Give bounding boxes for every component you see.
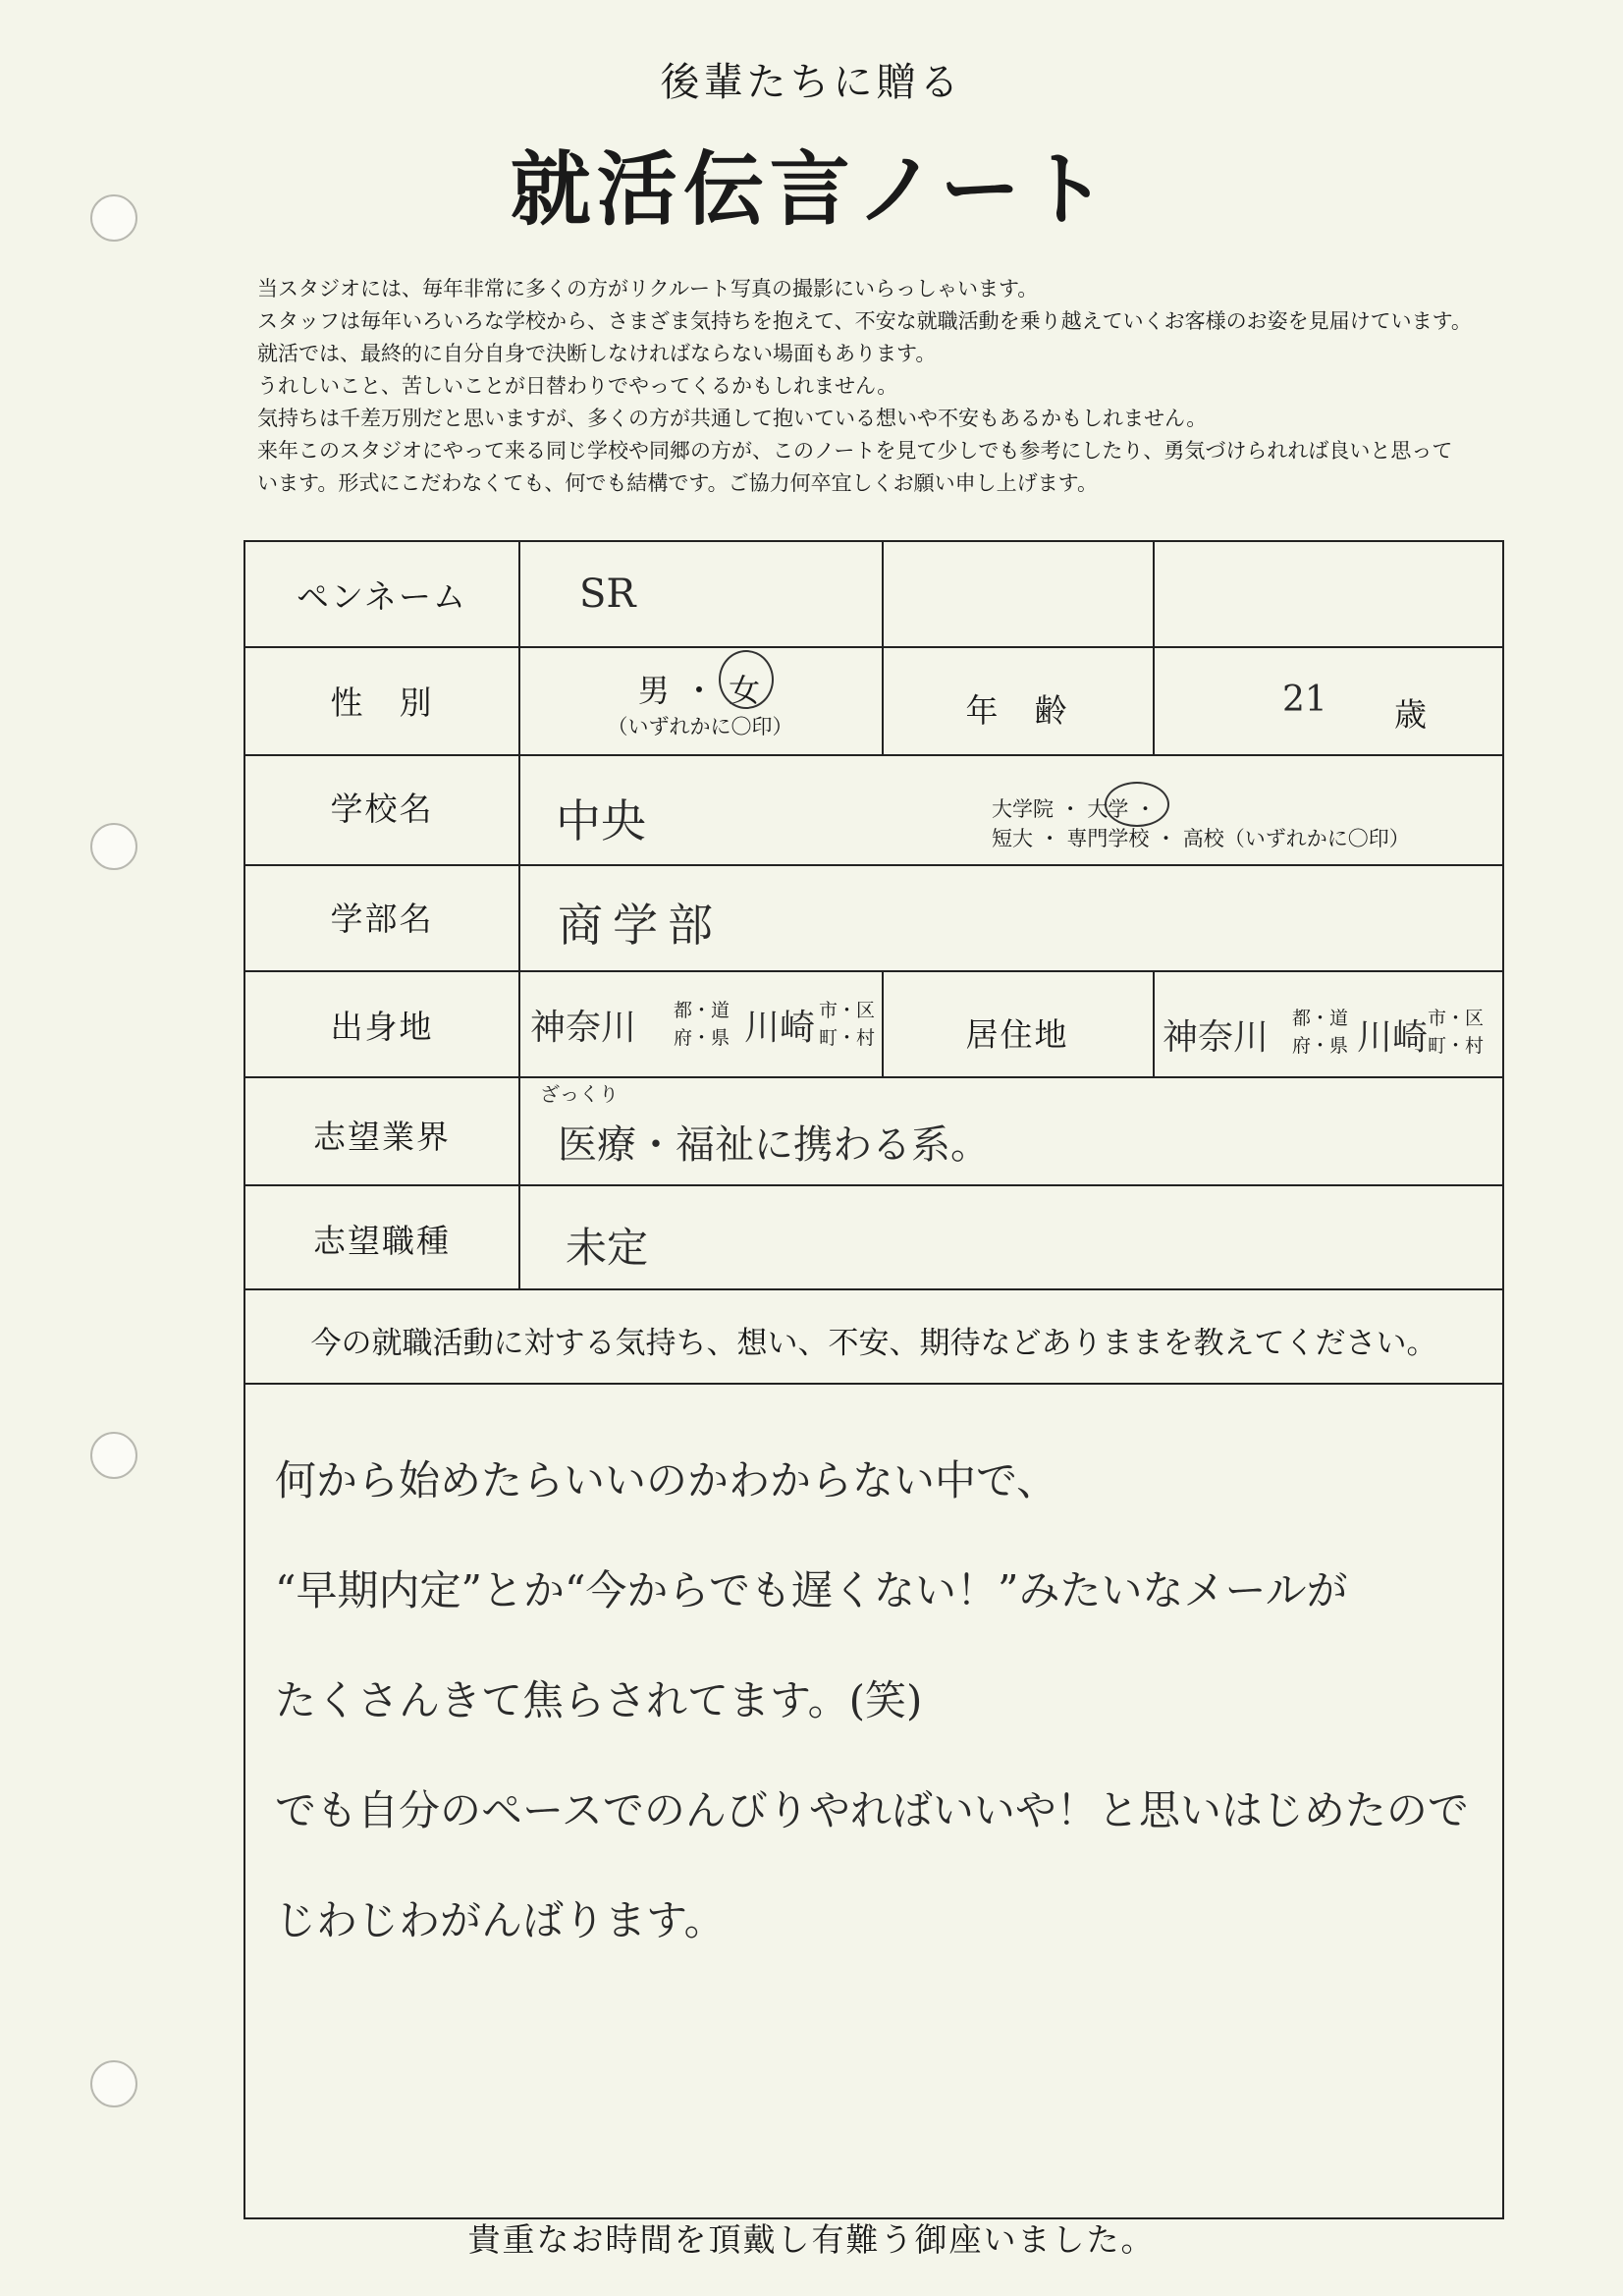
- pref-suffix: 都・道: [1292, 1008, 1349, 1029]
- intro-line: スタッフは毎年いろいろな学校から、さまざま気持ちを抱えて、不安な就職活動を乗り越えていくお客様のお姿を見届けています。: [257, 309, 1472, 333]
- answer-text[interactable]: [275, 1426, 1483, 1976]
- penname-label: ペンネーム: [296, 577, 467, 616]
- residence-pref[interactable]: 神奈川: [1163, 1017, 1270, 1058]
- survey-form: [243, 540, 1504, 2219]
- answer-line: たくさんきて焦らされてます。(笑): [275, 1676, 923, 1724]
- job-value[interactable]: 未定: [566, 1224, 649, 1272]
- footer-thanks: 貴重なお時間を頂戴し有難う御座いました。: [467, 2220, 1156, 2259]
- job-label: 志望職種: [313, 1222, 451, 1260]
- intro-line: うれしいこと、苦しいことが日替わりでやってくるかもしれません。: [257, 374, 898, 398]
- faculty-value[interactable]: 商学部: [558, 899, 723, 952]
- hometown-pref[interactable]: 神奈川: [530, 1008, 637, 1048]
- residence-city[interactable]: 川崎: [1357, 1017, 1429, 1058]
- industry-note: ざっくり: [540, 1082, 619, 1106]
- intro-line: 来年このスタジオにやって来る同じ学校や同郷の方が、このノートを見て少しでも参考にしたり、勇気づけられれば良いと思って: [257, 439, 1453, 463]
- industry-label: 志望業界: [313, 1118, 451, 1156]
- city-suffix: 町・村: [819, 1027, 876, 1049]
- answer-line: じわじわがんばります。: [275, 1896, 726, 1944]
- selection-circle: [1105, 782, 1169, 827]
- school-label: 学校名: [330, 790, 434, 828]
- intro-line: います。形式にこだわなくても、何でも結構です。ご協力何卒宜しくお願い申し上げます。: [257, 471, 1098, 495]
- city-suffix: 市・区: [1428, 1008, 1485, 1029]
- answer-line: でも自分のペースでのんびりやればいいや！と思いはじめたので: [275, 1786, 1469, 1834]
- binder-hole: [90, 1432, 137, 1479]
- gender-options[interactable]: 男 ・ 女: [637, 672, 763, 709]
- page-title: 就活伝言ノート: [510, 143, 1113, 237]
- selection-circle: [719, 650, 774, 709]
- city-suffix: 町・村: [1428, 1035, 1485, 1057]
- school-value[interactable]: 中央: [556, 794, 646, 847]
- faculty-label: 学部名: [330, 900, 434, 938]
- school-type-options[interactable]: 短大 ・ 専門学校 ・ 高校（いずれかに〇印）: [992, 827, 1410, 850]
- intro-line: 当スタジオには、毎年非常に多くの方がリクルート写真の撮影にいらっしゃいます。: [257, 277, 1039, 301]
- hometown-city[interactable]: 川崎: [744, 1008, 816, 1048]
- age-label: 年 齢: [965, 691, 1069, 730]
- gender-label: 性 別: [330, 683, 434, 722]
- industry-value[interactable]: 医療・福祉に携わる系。: [558, 1122, 990, 1168]
- binder-hole: [90, 2060, 137, 2107]
- intro-text: [257, 273, 1593, 500]
- page-subtitle: 後輩たちに贈る: [660, 60, 963, 105]
- city-suffix: 市・区: [819, 1000, 876, 1021]
- pref-suffix: 府・県: [1292, 1035, 1349, 1057]
- age-value[interactable]: 21: [1282, 680, 1327, 720]
- answer-line: “早期内定”とか“今からでも遅くない！”みたいなメールが: [275, 1566, 1348, 1614]
- intro-line: 気持ちは千差万別だと思いますが、多くの方が共通して抱いている想いや不安もあるかもしれません。: [257, 407, 1208, 430]
- binder-hole: [90, 823, 137, 870]
- residence-label: 居住地: [965, 1015, 1069, 1054]
- pref-suffix: 府・県: [674, 1027, 730, 1049]
- penname-value[interactable]: SR: [579, 572, 636, 617]
- hometown-label: 出身地: [330, 1008, 434, 1046]
- answer-line: 何から始めたらいいのかわからない中で、: [275, 1456, 1058, 1504]
- age-unit: 歳: [1394, 695, 1429, 734]
- question-prompt: 今の就職活動に対する気持ち、想い、不安、期待などありままを教えてください。: [310, 1326, 1437, 1361]
- school-type-options[interactable]: 大学院 ・ 大学 ・: [992, 797, 1157, 821]
- intro-line: 就活では、最終的に自分自身で決断しなければならない場面もあります。: [257, 342, 937, 365]
- pref-suffix: 都・道: [674, 1000, 730, 1021]
- gender-note: （いずれかに〇印）: [607, 715, 793, 738]
